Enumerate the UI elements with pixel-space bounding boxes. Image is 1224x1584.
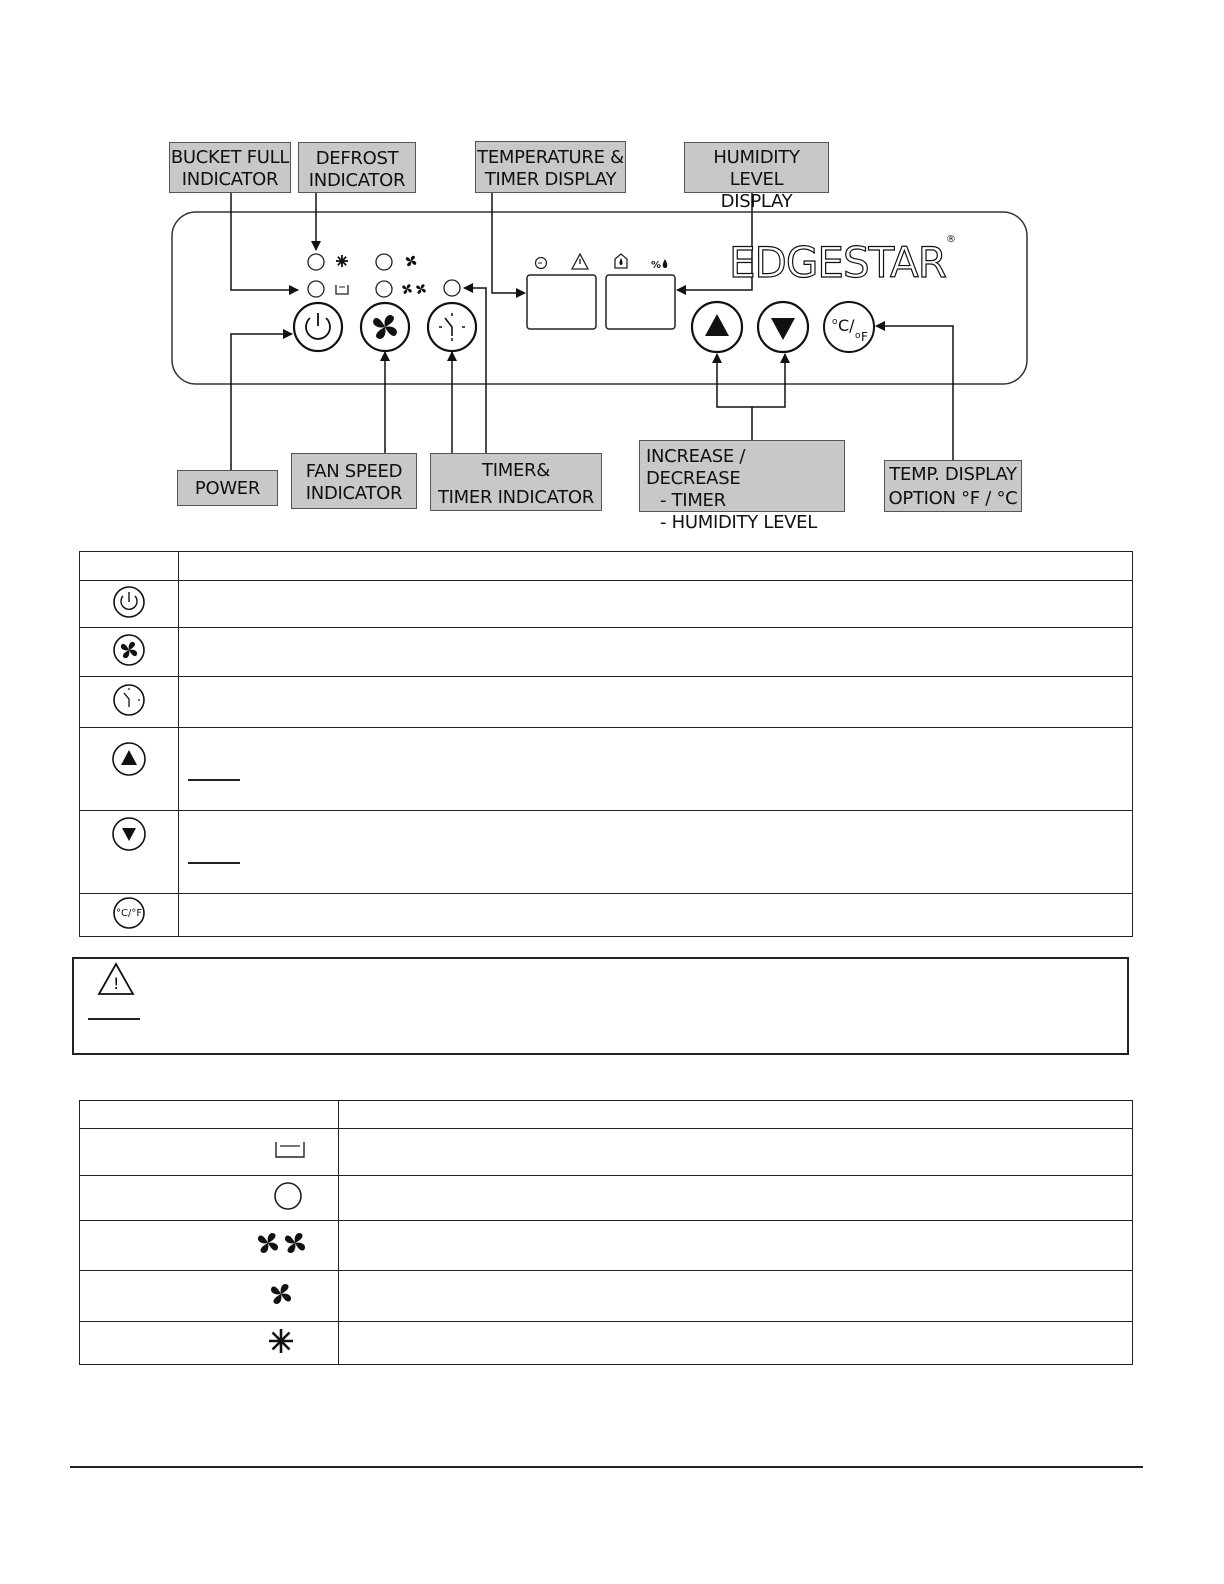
footer-rule [70, 1466, 1143, 1468]
snowflake-icon [336, 255, 348, 267]
double-fan-icon [254, 1228, 310, 1258]
svg-text:°C/°F: °C/°F [116, 907, 143, 919]
callout-increase-decrease: INCREASE / DECREASE - TIMER - HUMIDITY LEVEL [639, 440, 845, 512]
temp-unit-button[interactable] [824, 302, 874, 352]
svg-text:o: o [832, 317, 838, 327]
indicator-table [79, 1100, 1133, 1365]
svg-text:C/: C/ [838, 316, 855, 335]
table-header-row [80, 1101, 1133, 1129]
brand-logo: EDGESTAR® [729, 234, 955, 287]
table-row [80, 581, 1133, 628]
callout-temp-timer-display: TEMPERATURE & TIMER DISPLAY [475, 141, 626, 193]
registered-mark: ® [945, 234, 955, 245]
callout-defrost: DEFROST INDICATOR [298, 142, 416, 193]
callout-timer: TIMER& TIMER INDICATOR [430, 453, 602, 511]
increase-button[interactable] [692, 302, 742, 352]
note-underline [188, 862, 240, 864]
control-table [79, 551, 1133, 937]
up-arrow-icon [110, 740, 148, 778]
table-row [80, 1176, 1133, 1221]
circle-icon [272, 1180, 304, 1212]
snowflake-icon [266, 1326, 296, 1356]
callout-power: POWER [177, 470, 278, 506]
warning-box [72, 957, 1129, 1055]
fan-icon [111, 632, 147, 668]
svg-text:!: ! [113, 974, 120, 993]
single-fan-icon [266, 1279, 296, 1309]
high-fan-led [376, 281, 392, 297]
timer-led [444, 280, 460, 296]
power-icon [111, 584, 147, 620]
bucket-icon [336, 285, 348, 294]
callout-temp-display-option: TEMP. DISPLAY OPTION °F / °C [884, 460, 1022, 512]
fan-speed-button[interactable] [361, 303, 409, 351]
low-fan-led [376, 254, 392, 270]
bucket-icon [274, 1140, 306, 1160]
table-row [80, 1129, 1133, 1176]
table-row [80, 628, 1133, 677]
note-underline [88, 1018, 140, 1020]
table-header-row [80, 552, 1133, 581]
single-fan-icon [406, 256, 417, 267]
callout-fan-speed: FAN SPEED INDICATOR [291, 453, 417, 509]
timer-button[interactable] [428, 303, 476, 351]
control-panel-diagram [0, 0, 1224, 540]
table-row [80, 728, 1133, 811]
table-row [80, 894, 1133, 937]
callout-humidity-display: HUMIDITY LEVEL DISPLAY [684, 142, 829, 193]
table-row [80, 1271, 1133, 1322]
drop-icon [663, 259, 668, 268]
table-row [80, 677, 1133, 728]
decrease-button[interactable] [758, 302, 808, 352]
svg-text:o: o [855, 331, 861, 341]
double-fan-icon [402, 284, 412, 294]
timer-icon [111, 682, 147, 718]
table-row [80, 811, 1133, 894]
table-row [80, 1322, 1133, 1365]
down-arrow-icon [110, 815, 148, 853]
warning-icon [96, 961, 136, 997]
callout-bucket-full: BUCKET FULL INDICATOR [169, 142, 291, 193]
bucket-full-led [308, 281, 324, 297]
defrost-led [308, 254, 324, 270]
note-underline [188, 779, 240, 781]
humidity-display [606, 254, 675, 329]
temp-timer-display [527, 254, 596, 329]
table-row [80, 1221, 1133, 1271]
svg-text:F: F [861, 330, 868, 344]
power-button[interactable] [294, 303, 342, 351]
percent-label: % [651, 260, 662, 271]
temp-unit-icon [111, 895, 147, 931]
